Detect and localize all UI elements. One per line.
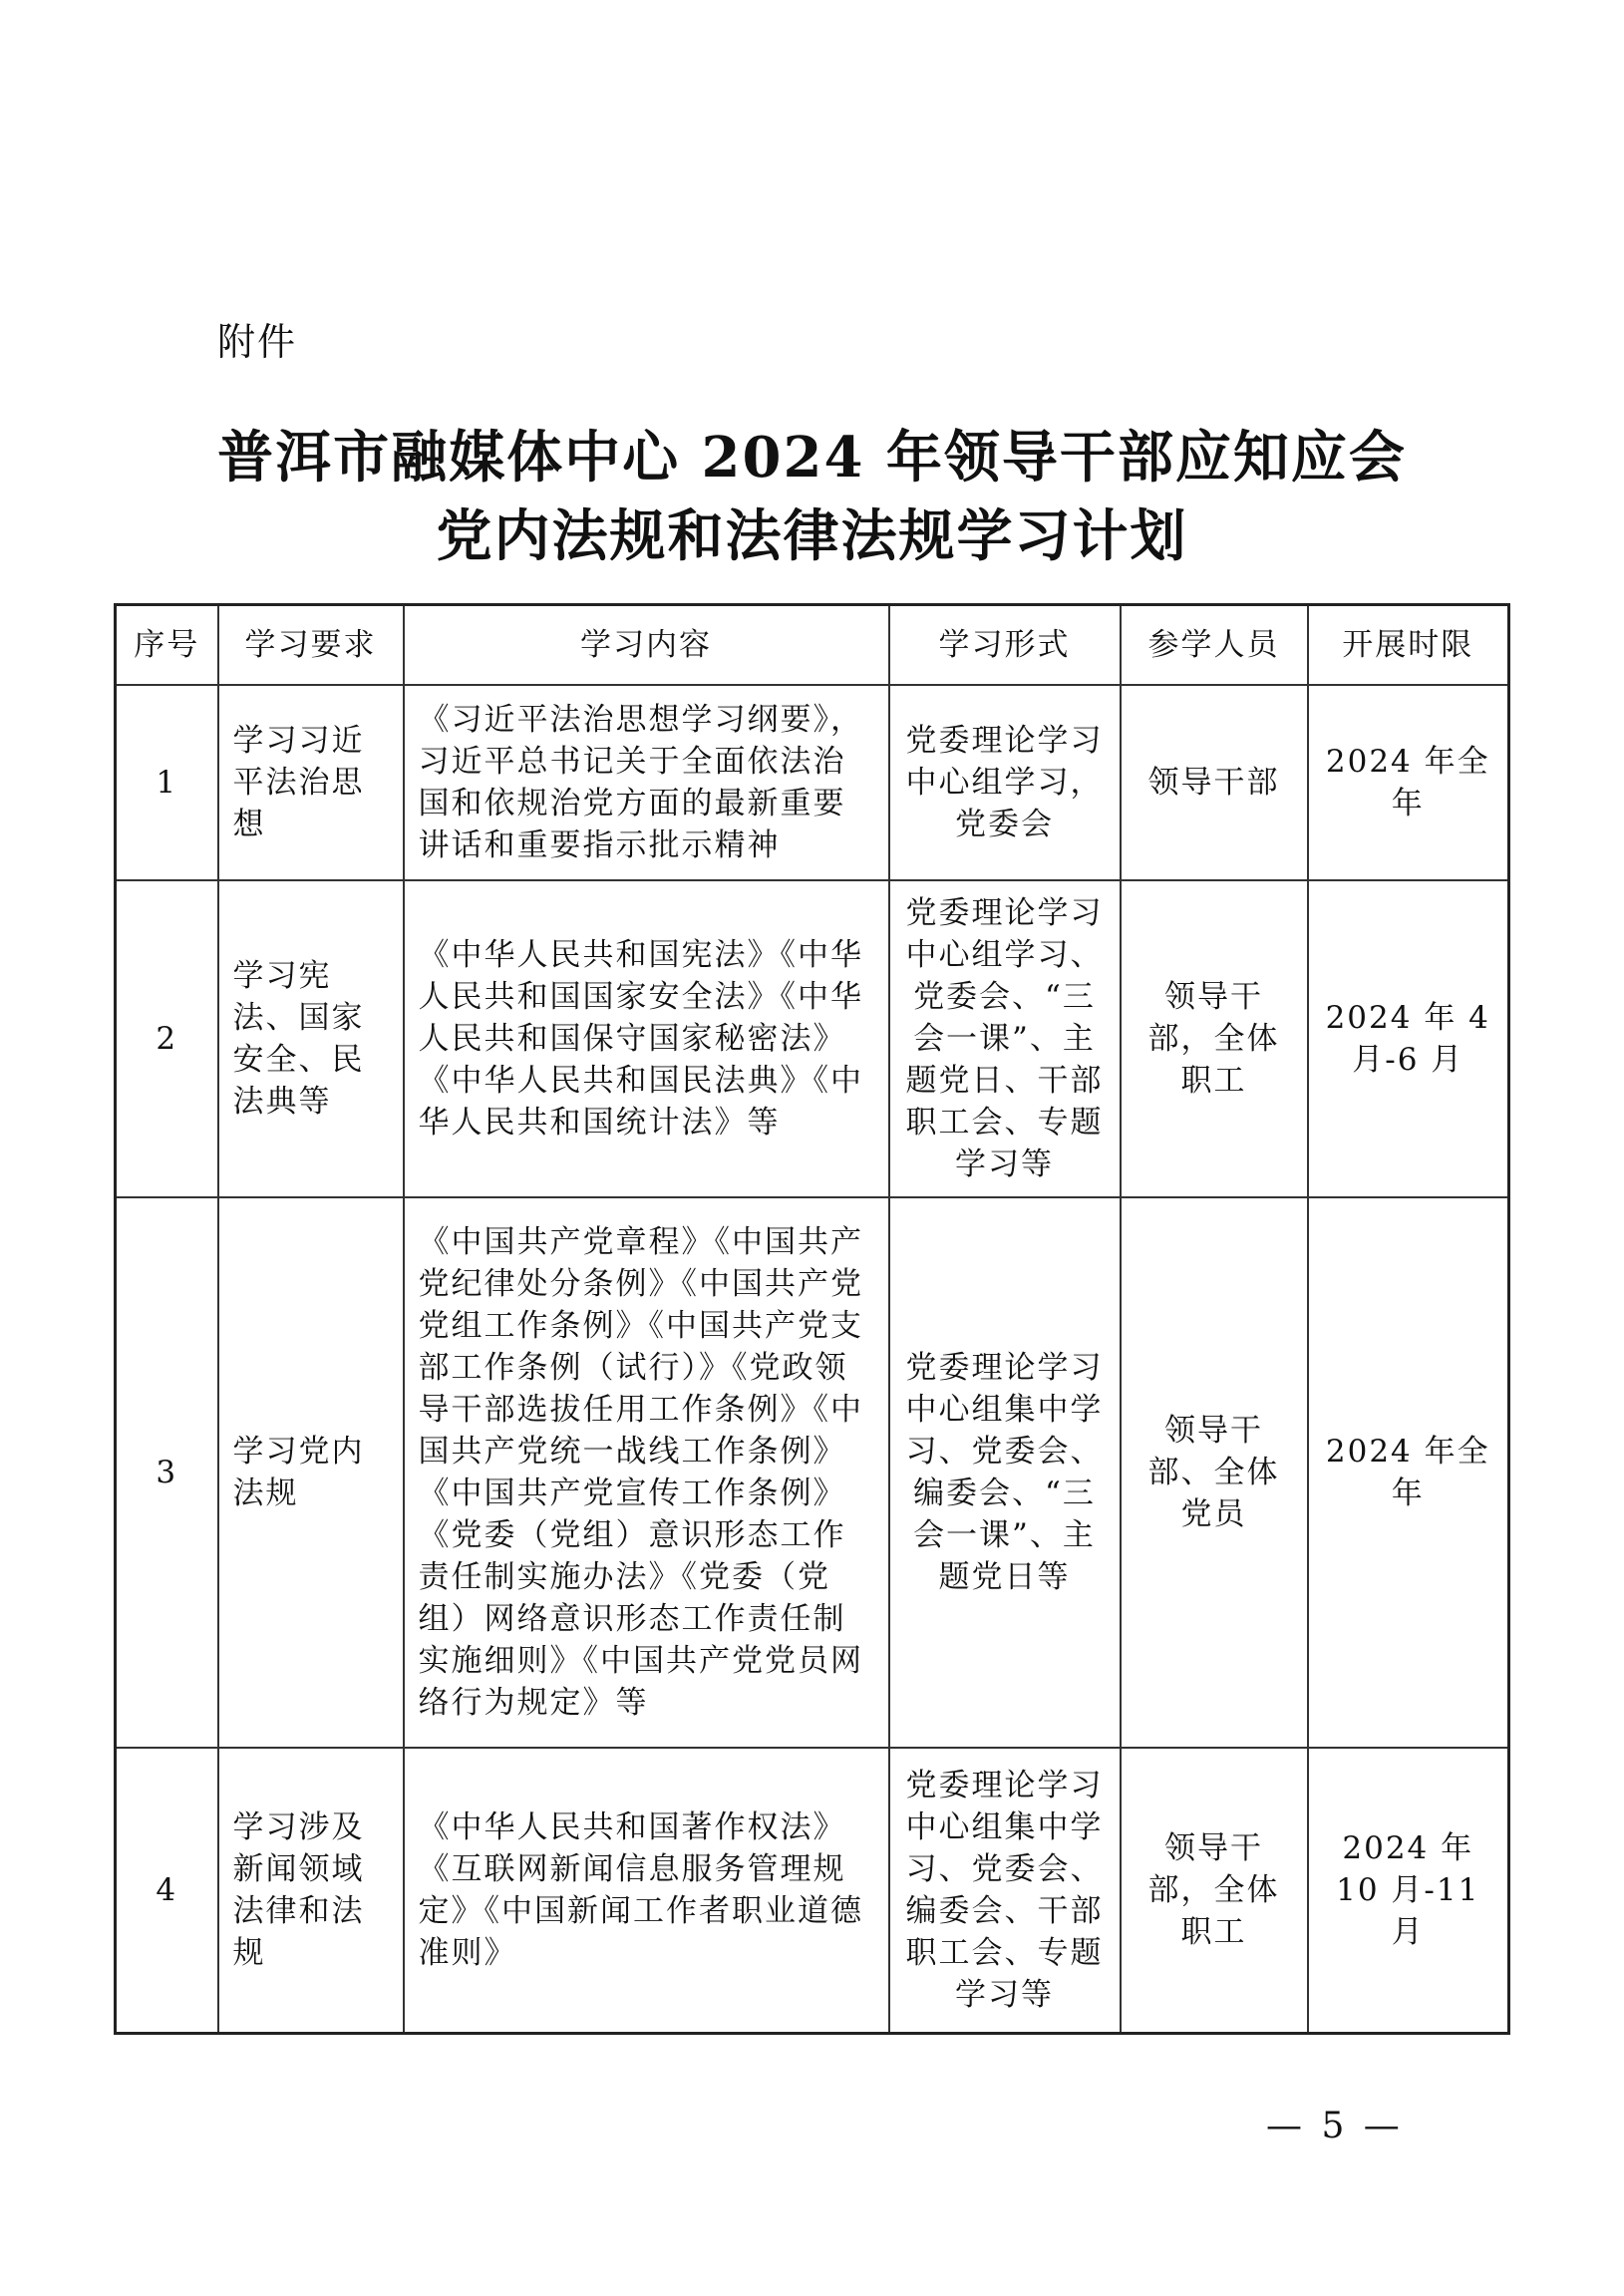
cell-form: 党委理论学习中心组集中学习、党委会、编委会、“三会一课”、主题党日等 — [889, 1197, 1121, 1748]
cell-requirement: 学习习近平法治思想 — [218, 685, 404, 880]
cell-requirement: 学习涉及新闻领域法律和法规 — [218, 1748, 404, 2033]
cell-participants: 领导干部，全体职工 — [1121, 1748, 1308, 2033]
header-form: 学习形式 — [889, 605, 1121, 686]
table-row — [116, 685, 1509, 880]
cell-period: 2024 年全年 — [1308, 1197, 1509, 1748]
table-row — [116, 880, 1509, 1197]
header-content: 学习内容 — [404, 605, 889, 686]
cell-content: 《习近平法治思想学习纲要》，习近平总书记关于全面依法治国和依规治党方面的最新重要讲话和重要指示批示精神 — [404, 685, 889, 880]
cell-participants: 领导干部、全体党员 — [1121, 1197, 1308, 1748]
attachment-label: 附件 — [217, 320, 298, 364]
cell-seq: 4 — [116, 1748, 218, 2033]
cell-content: 《中国共产党章程》《中国共产党纪律处分条例》《中国共产党党组工作条例》《中国共产党支部工作条例（试行）》《党政领导干部选拔任用工作条例》《中国共产党统一战线工作条例》《中国共产党宣传工作条例》《党委（党组）意识形态工作责任制实施办法》《党委（党组）网络意识形态工作责任制实施细则》《中国共产党党员网络行为规定》等 — [404, 1197, 889, 1748]
header-period: 开展时限 — [1308, 605, 1509, 686]
document-title-line-1: 普洱市融媒体中心 2024 年领导干部应知应会 — [217, 425, 1407, 491]
table-row — [116, 1197, 1509, 1748]
cell-form: 党委理论学习中心组学习，党委会 — [889, 685, 1121, 880]
cell-requirement: 学习党内法规 — [218, 1197, 404, 1748]
cell-seq: 2 — [116, 880, 218, 1197]
cell-requirement: 学习宪法、国家安全、民法典等 — [218, 880, 404, 1197]
header-participants: 参学人员 — [1121, 605, 1308, 686]
cell-period: 2024 年全年 — [1308, 685, 1509, 880]
table-row — [116, 1748, 1509, 2033]
cell-period: 2024 年 4 月-6 月 — [1308, 880, 1509, 1197]
cell-form: 党委理论学习中心组集中学习、党委会、编委会、干部职工会、专题学习等 — [889, 1748, 1121, 2033]
cell-content: 《中华人民共和国著作权法》《互联网新闻信息服务管理规定》《中国新闻工作者职业道德准则》 — [404, 1748, 889, 2033]
cell-period: 2024 年 10 月-11 月 — [1308, 1748, 1509, 2033]
cell-content: 《中华人民共和国宪法》《中华人民共和国国家安全法》《中华人民共和国保守国家秘密法》《中华人民共和国民法典》《中华人民共和国统计法》等 — [404, 880, 889, 1197]
document-title-line-2: 党内法规和法律法规学习计划 — [436, 503, 1188, 569]
cell-participants: 领导干部，全体职工 — [1121, 880, 1308, 1197]
page-number: — 5 — — [1266, 2106, 1404, 2146]
header-seq: 序号 — [116, 605, 218, 686]
cell-seq: 1 — [116, 685, 218, 880]
table-header-row — [116, 605, 1509, 686]
cell-participants: 领导干部 — [1121, 685, 1308, 880]
cell-seq: 3 — [116, 1197, 218, 1748]
cell-form: 党委理论学习中心组学习、党委会、“三会一课”、主题党日、干部职工会、专题学习等 — [889, 880, 1121, 1197]
study-plan-table — [114, 603, 1510, 2035]
header-requirement: 学习要求 — [218, 605, 404, 686]
